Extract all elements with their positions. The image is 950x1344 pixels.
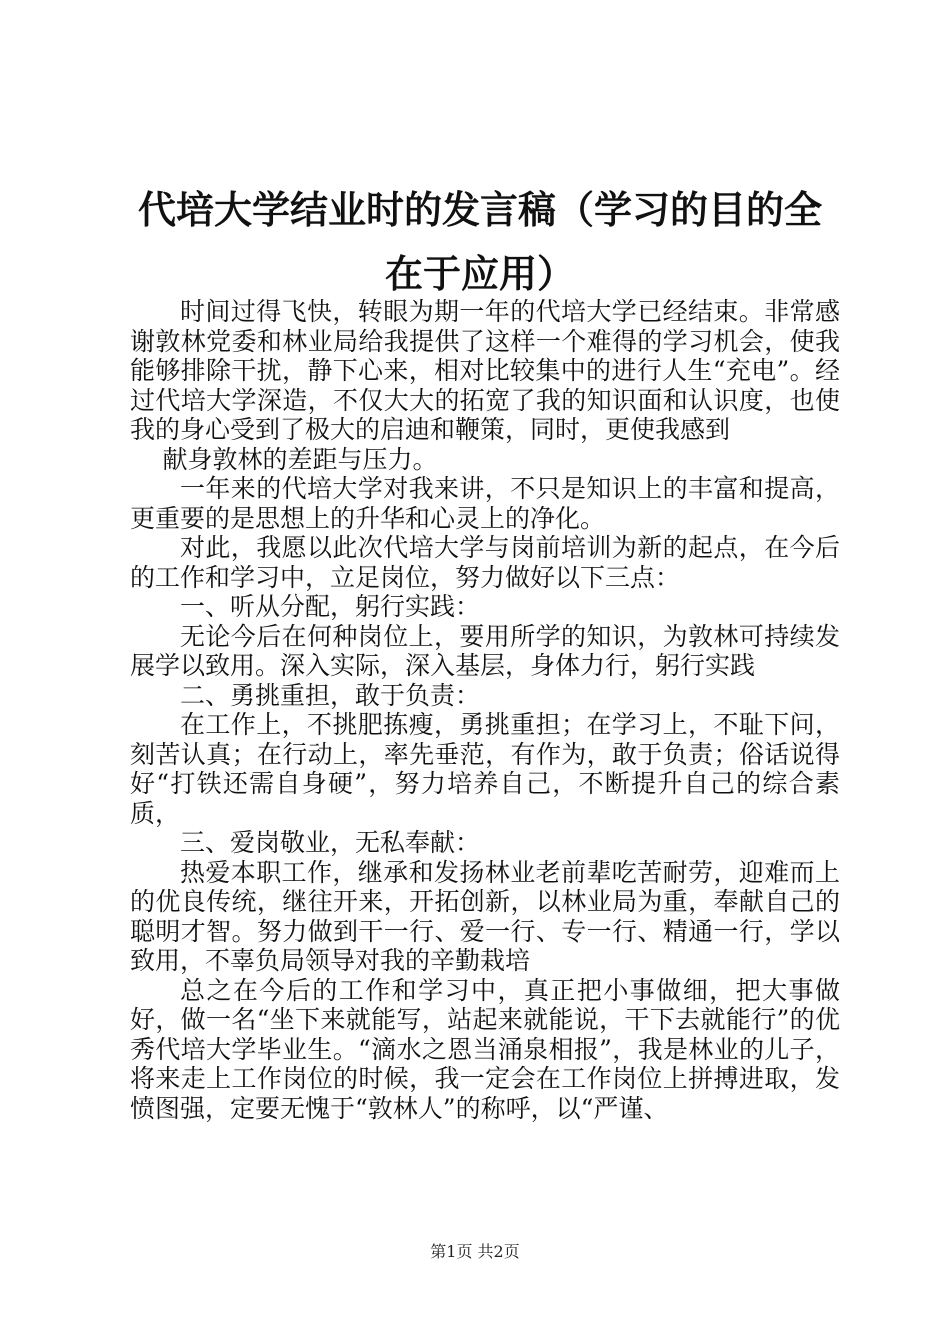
- paragraph: 无论今后在何种岗位上，要用所学的知识，为敦林可持续发展学以致用。深入实际，深入基层，身体力行，躬行实践: [130, 621, 840, 680]
- paragraph: 总之在今后的工作和学习中，真正把小事做细，把大事做好，做一名“坐下来就能写，站起来就能说，干下去就能行”的优秀代培大学毕业生。“滴水之恩当涌泉相报”，我是林业的儿子，将来走上工作岗位的时候，我一定会在工作岗位上拼搏进取，发愤图强，定要无愧于“敦林人”的称呼，以“严谨、: [130, 975, 840, 1123]
- section-heading: 一、听从分配，躬行实践：: [180, 592, 481, 621]
- paragraph: 在工作上，不挑肥拣瘦，勇挑重担；在学习上，不耻下问，刻苦认真；在行动上，率先垂范，有作为，敢于负责；俗话说得好“打铁还需自身硬”，努力培养自己，不断提升自己的综合素质，: [130, 710, 840, 828]
- paragraph: 献身敦林的差距与压力。: [162, 444, 438, 474]
- paragraph: 对此，我愿以此次代培大学与岗前培训为新的起点，在今后的工作和学习中，立足岗位，努力做好以下三点：: [130, 533, 840, 592]
- document-title: 代培大学结业时的发言稿（学习的目的全在于应用）: [137, 187, 822, 296]
- paragraph: 一年来的代培大学对我来讲，不只是知识上的丰富和提高，更重要的是思想上的升华和心灵上的净化。: [130, 474, 840, 533]
- section-heading: 三、爱岗敬业，无私奉献：: [180, 828, 481, 857]
- document-body: [130, 297, 840, 1123]
- page-number-footer: 第1页 共2页: [430, 1242, 520, 1261]
- paragraph: 热爱本职工作，继承和发扬林业老前辈吃苦耐劳，迎难而上的优良传统，继往开来，开拓创新，以林业局为重，奉献自己的聪明才智。努力做到干一行、爱一行、专一行、精通一行，学以致用，不辜负局领导对我的辛勤栽培: [130, 857, 840, 975]
- paragraph: 时间过得飞快，转眼为期一年的代培大学已经结束。非常感谢敦林党委和林业局给我提供了这样一个难得的学习机会，使我能够排除干扰，静下心来，相对比较集中的进行人生“充电”。经过代培大学深造，不仅大大的拓宽了我的知识面和认识度，也使我的身心受到了极大的启迪和鞭策，同时，更使我感到: [130, 297, 840, 444]
- section-heading: 二、勇挑重担，敢于负责：: [180, 680, 481, 710]
